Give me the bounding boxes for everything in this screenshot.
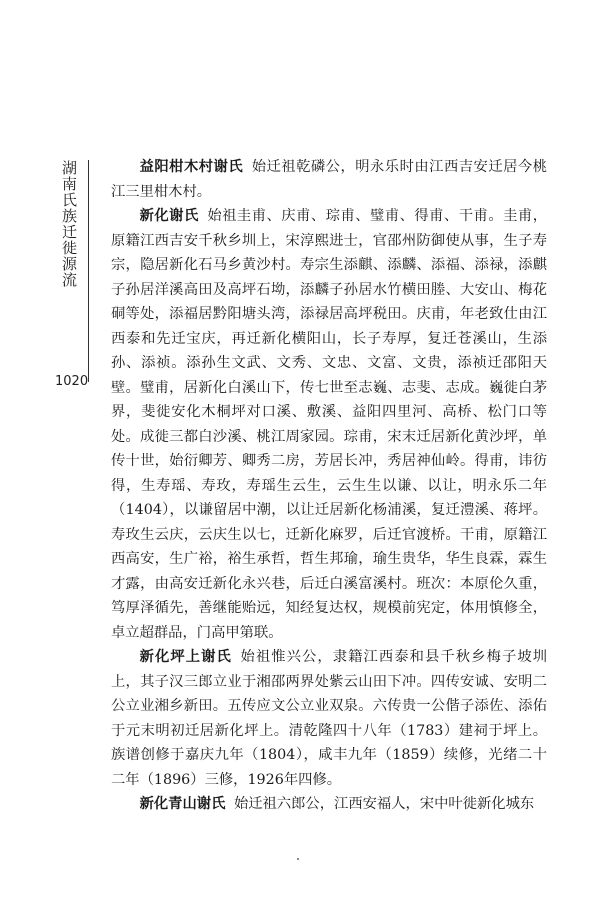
body-text — [111, 155, 547, 817]
entry-text: 始迁祖乾磷公，明永乐时由江西吉安迁居今桃江三里柑木村。 — [111, 159, 548, 200]
entry-text: 始祖惟兴公，隶籍江西泰和县千秋乡梅子坡圳上，其子汉三郎立业于湘邵两界处紫云山田下冲。四传安诚、安明二公立业湘乡新田。五传应文公立业双泉。六传贵一公偕子添佐、添佑于元末明初迁居新化坪上。清乾隆四十八年（1783）建祠于坪上。族谱创修于嘉庆九年（1804），咸丰九年（1859）续修，光绪二十二年（1896）三修，1926年四修。 — [111, 649, 548, 788]
running-header-title: 湖南氏族迁徙源流 — [60, 160, 78, 288]
page-number: 1020 — [55, 374, 89, 389]
entry-heading: 新化青山谢氏 — [139, 796, 226, 812]
entry-paragraph — [111, 204, 547, 645]
entry-heading: 新化谢氏 — [139, 208, 199, 224]
entry-text: 始祖圭甫、庆甫、琮甫、璧甫、得甫、干甫。圭甫，原籍江西吉安千秋乡圳上，宋淳熙进士，官邵州防御使从事，生子寿宗，隐居新化石马乡黄沙村。寿宗生添麒、添麟、添福、添禄，添麒子孙居洋溪高田及高坪石坳，添麟子孙居水竹横田塍、大安山、梅花硐等处，添福居黔阳塘头湾，添禄居高坪税田。庆甫，年老致仕由江西泰和先迁宝庆，再迁新化横阳山，长子寿厚，复迁苍溪山，生添孙、添祯。添孙生文武、文秀、文忠、文富、文贵，添祯迁邵阳天壁。璧甫，居新化白溪山下，传七世至志巍、志斐、志成。巍徙白茅界，斐徙安化木桐坪对口溪、敷溪、益阳四里河、高桥、松门口等处。成徙三都白沙溪、桃江周家园。琮甫，宋末迁居新化黄沙坪，单传十世，始衍卿芳、卿秀二房，芳居长冲，秀居神仙岭。得甫，讳彷得，生寿瑶、寿玫，寿瑶生云生，云生生以谦、以让，明永乐二年（1404），以谦留居中潮，以让迁居新化杨浦溪，复迁澧溪、蒋坪。寿玫生云庆，云庆生以七，迁新化麻罗，后迁官渡桥。干甫，原籍江西高安，生广裕，裕生承哲，哲生邦瑜，瑜生贵华，华生良霖，霖生才露，由高安迁新化永兴巷，后迁白溪富溪村。班次：本原伦久重，笃厚泽循先，善继能贻远，知经复达权，规模前宪定，体用慎修全，卓立超群品，门高甲第联。 — [111, 208, 548, 641]
entry-paragraph — [111, 645, 547, 792]
entry-paragraph — [111, 155, 547, 204]
scan-speck — [297, 858, 299, 860]
entry-heading: 益阳柑木村谢氏 — [139, 159, 244, 175]
entry-text: 始迁祖六郎公，江西安福人，宋中叶徙新化城东 — [233, 796, 535, 812]
entry-heading: 新化坪上谢氏 — [139, 649, 232, 665]
entry-paragraph — [111, 792, 547, 817]
header-divider — [88, 160, 89, 382]
